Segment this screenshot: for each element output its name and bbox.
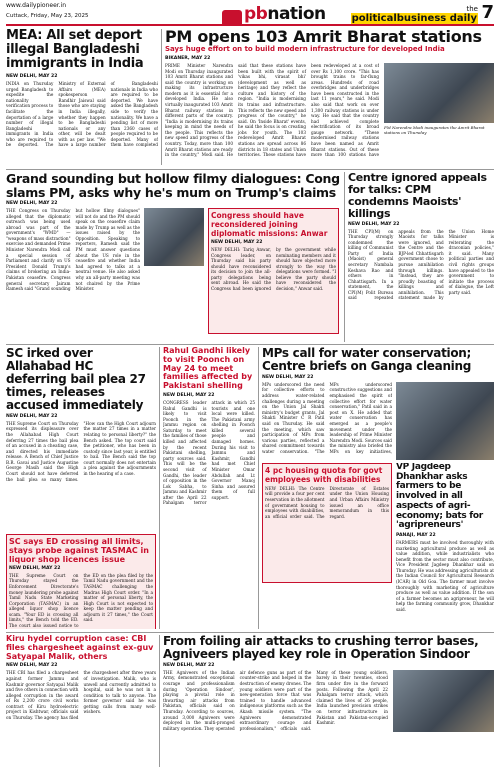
- anwar-box-title: Congress should have reconsidered joining diplomatic missions: Anwar: [211, 211, 328, 238]
- article-sc-body: THE Supreme Court on Thursday expressed its displeasure over the Allahabad High Court deferring 27 times the bail plea of an accused in a cheating case, and directed his immediate release. A Bench of Chief Justice B.R. Gavai and Justice Augustine George Masih said the High Court should not have deferred the bail plea so many times. "How can the High Court adjourn the matter 27 times in a matter relating to personal liberty?" the Bench asked. The top court said the petitioner, who has been in custody since last year, is entitled to bail. The Bench said the top court normally does not entertain a plea against the adjournments in the hearing of a case.: [6, 420, 156, 482]
- brand-name: politicalbusiness daily: [351, 13, 477, 24]
- anwar-box-body: NEW DELHI: Tariq Anwar, Congress leader, on Thursday said his party should have reconsidered its decision to join the all-party delegations being sent abroad. He said the Congress had been ignored by the government while nominating members and it should have objected more strongly to the way the delegations were formed. "I believe the party should have reconsidered the decision," Anwar said.: [211, 247, 336, 292]
- ganga-photo: [396, 382, 494, 460]
- tasmac-box-title: SC says ED crossing all limits, stays probe against TASMAC in liquor shop licences issue: [9, 536, 149, 564]
- article-kiru-byline: NEW DELHI, MAY 22: [6, 663, 58, 669]
- article-rahul-body: CONGRESS leader Rahul Gandhi is likely to visit Poonch in the Jammu region on Saturday to meet the families of those killed and affected by the recent Pakistani shelling, party sources said. This will be the second visit of Gandhi, the leader of opposition in the Lok Sabha, to Jammu and Kashmir after the April 22 Pahalgam terror attack in which 25 tourists and one local were killed. The Pakistani army shelling in Poonch killed several people and damaged homes. During his visit to Jammu and Kashmir, Gandhi had met Chief Minister Omar Abdullah and Lt Governor Manoj Sinha and assured them of full support.: [163, 399, 255, 506]
- article-vp-title: VP Jagdeep Dhankhar asks farmers to be involved in all aspects of agri-economy; bats for 'agripreneurs': [396, 462, 483, 531]
- section-masthead: [222, 2, 326, 24]
- article-kiru-body: THE CBI has filed a chargesheet against former Jammu and Kashmir governor Satyapal Malik and five others in connection with alleged corruption in the award of Rs 2,200 crore civil works contract of Kiru hydroelectric project in Kishtwar, officials said on Thursday. The agency has filed the chargesheet after three years of investigation. Malik, who is unwell and currently admitted to hospital, said he was not in a condition to talk to anyone. The former governor said he was getting calls from many well-wishers.: [6, 670, 156, 721]
- article-cpm-body: THE CPI(M) on Thursday strongly condemned the killing of Communist Party of India (Maoist) general secretary Nambala Keshava Rao and others in Chhattisgarh. In a statement, the CPI(M) Polit Bureau said repeated appeals from the Maoists for talks were ignored, and the Centre and the BJP-led Chhattisgarh government chose to pursue annihilation through killings. "Instead, they are proudly boasting of killings and annihilation. This statement made by the Union Home Minister is reiterating the draconian policies," it said. Many political parties and civil rights groups have appealed to the government to initiate the process of dialogue, the Left party said.: [348, 228, 494, 301]
- article-sc-title: SC irked over Allahabad HC deferring bail plea 27 times, releases accused immediately: [6, 347, 146, 412]
- article-congress-body: THE Congress on Thursday alleged that the diplomatic outreach was being used abroad was part of the government's "WMD" — "weapons of mass distraction" exercise and demanded Prime Minister Narendra Modi call a special session of Parliament and clarify on US President Donald Trump's claims of brokering an India-Pakistan ceasefire. Congress general secretary Jairam Ramesh said "Grand sounding but hollow filmy dialogues" will not do and the PM should speak on the ceasefire claim made by Trump as well as the issues raised by the Opposition. Speaking to reporters, Ramesh said the PM must answer questions about the US role in the ceasefire and whether India had agreed to talks at a neutral venue. He also asked why an all-party meeting was not chaired by the Prime Minister.: [6, 208, 140, 292]
- tasmac-box-byline: NEW DELHI, MAY 22: [9, 565, 61, 571]
- article-cpm: [348, 172, 494, 342]
- article-vp-byline: PANAJI, MAY 22: [396, 532, 436, 538]
- agniveers-photo: [393, 670, 494, 732]
- article-pm: [165, 28, 494, 168]
- article-agniveers: [163, 635, 494, 767]
- article-pm-title: PM opens 103 Amrit Bharat stations: [165, 28, 482, 46]
- header-rule: [6, 24, 494, 26]
- article-vp-body: FARMERS must be involved thoroughly with marketing agricultural produce as well as value addition, while industrialists who benefit from the sector must also contribute, Vice President Jagdeep Dhankhar said on Thursday. He was addressing agriculturists at the Indian Council for Agricultural Research (ICAR) in Old Goa. The farmer must involve thoroughly with marketing of agriculture produce as well as value addition. If the son of a farmer becomes an agripreneur, he will help the farming community grow, Dhankhar said.: [396, 539, 494, 612]
- article-sc-byline: NEW DELHI, MAY 22: [6, 413, 58, 419]
- jairam-photo: [144, 208, 204, 266]
- article-ganga-byline: NEW DELHI, MAY 22: [262, 374, 314, 380]
- masthead-logo-icon: [222, 10, 242, 24]
- masthead-section: nation: [267, 4, 326, 24]
- pm-photo: [384, 63, 494, 123]
- article-mea-body: INDIA on Thursday urged Bangladesh to expedite the nationality verification process to facilitate the deportation of a large number of illegal Bangladeshi immigrants in India who are required to be deported. The Ministry of External Affairs (MEA) spokesperson Randhir Jaiswal said those who are staying in India illegally, whether they happen to be Bangladeshi nationals or any other, will be dealt with as per law. "We have a large number of Bangladeshi nationals in India who are required to be deported. We have asked the Bangladesh side to verify the nationality. We have a pending list of more than 2360 cases of people required to be deported. Many of them have completed: [6, 81, 158, 148]
- article-ganga-body: MPs underscored the need for collective efforts to address water-related challenges during a meeting on the Union Jal Shakti ministry's budget grants, Jal Shakti Minister C R Patil said on Thursday. He said the meeting, which saw participation of MPs from various parties, reflected a shared commitment towards water conservation. "The MPs underscored constructive suggestions and emphasised the spirit of collective effort for water conservation," Patil said in a post on X. He added that water conservation has emerged as a people's movement under the leadership of Prime Minister Narendra Modi. Sources said the ministry also briefed the MPs on key initiatives,: [262, 381, 392, 454]
- article-congress-title: Grand sounding but hollow filmy dialogues: Cong slams PM, asks why he's mum on Trump's claims: [6, 172, 340, 200]
- article-pm-body: PRIME Minister Narendra Modi on Thursday inaugurated 103 Amrit Bharat stations and said the country is working on making its infrastructure modern as it is essential for a developed India. He also virtually inaugurated 103 Amrit Bharat railway stations in different parts of the country. "India is modernising its trains keeping in mind the needs of the people. This reflects the new speed and progress of the country. Today, more than 100 Amrit Bharat stations are ready in the country," Modi said. He said that these stations have been built with the spirit of 'vikas bhi, virasat bhi' (development as well as heritage) and they reflect the culture and history of the region. "India is modernising its trains and infrastructure. This reflects the new speed and progress of the country," he said. On 'Inside Bharat' events, he said the focus is on creating jobs for youth. The 103 redeveloped Amrit Bharat stations are spread across 86 districts in 18 states and Union territories. These stations have been redeveloped at a cost of over Rs 1,100 crore. "This has brought trains to far-flung areas. Hundreds of road overbridges and underbridges have been constructed in the last 11 years," he said. Modi also said that work on over 1,300 railway stations is under way. He said that the country had achieved complete electrification of its broad gauge network. "These modernised railway stations have been named as Amrit Bharat stations. Out of these more than 100 stations have: [165, 62, 379, 158]
- article-mea: [6, 29, 158, 165]
- article-rahul: [163, 347, 255, 629]
- dateline: Cuttack, Friday, May 23, 2025: [6, 13, 89, 19]
- brand-block: [351, 5, 478, 24]
- housing-box-title: 4 pc housing quota for govt employees with disabilities: [265, 465, 383, 484]
- tasmac-box-body: THE Supreme Court on Thursday stayed the Enforcement Directorate's money laundering probe against Tamil Nadu State Marketing Corporation (TASMAC) in an alleged liquor shop licence scam. "Your ED is crossing all limits," the Bench told the ED. The court also issued notice to the ED on the plea filed by the Tamil Nadu government and the TASMAC challenging the Madras High Court order. "In a matter of personal liberty, the High Court is not expected to keep the matter pending and adjourn it 27 times," the Court said.: [9, 572, 153, 628]
- site-url[interactable]: www.dailypioneer.in: [6, 2, 67, 9]
- article-mea-byline: NEW DELHI, MAY 22: [6, 74, 58, 80]
- article-congress-pm: [6, 172, 341, 342]
- article-vp: [396, 463, 494, 629]
- housing-box: [262, 463, 392, 583]
- article-agniveers-body: THE Agniveers of the Indian Army, demonstrated exceptional courage and professionalism during 'Operation Sindoor', playing a pivotal role in thwarting air attacks from Pakistan, officials said on Thursday. According to sources, around 3,000 Agniveers were deployed in the multi-pronged military operation. They operated air defence guns as part of the counter-strike and helped in the destruction of enemy drones. The young soldiers were part of the new-generation force that was trained to handle advanced indigenous platforms such as the Akash missile system. "The Agniveers demonstrated extraordinary courage and professionalism," officials said. Many of these young soldiers, barely in their twenties, stood firm under fire in the forward posts. Following the April 22 Pahalgam terror attack, which claimed the lives of 26 people, India launched precision strikes on terror infrastructure in Pakistan and Pakistan-occupied Kashmir.: [163, 669, 388, 731]
- anwar-box: [208, 208, 339, 334]
- article-ganga-title: MPs call for water conservation; Centre briefs on Ganga cleaning: [262, 347, 472, 373]
- pm-photo-caption: PM Narendra Modi inaugurates the Amrit Bharat stations on Thursday: [384, 124, 485, 135]
- article-cpm-byline: NEW DELHI, MAY 22: [348, 221, 400, 227]
- masthead-prefix: pb: [244, 4, 268, 24]
- article-agniveers-byline: NEW DELHI, MAY 22: [163, 662, 215, 668]
- tasmac-box: [6, 534, 156, 629]
- brand-top: the: [466, 5, 478, 13]
- article-sc: [6, 347, 156, 629]
- article-kiru: [6, 635, 156, 767]
- page-number: 7: [481, 2, 494, 23]
- article-congress-byline: NEW DELHI, MAY 22: [6, 201, 58, 206]
- article-agniveers-title: From foiling air attacks to crushing terror bases, Agniveers played key role in Operation Sindoor: [163, 635, 479, 661]
- page-header: [6, 2, 494, 24]
- article-rahul-title: Rahul Gandhi likely to visit Poonch on May 24 to meet families affected by Pakistani shelling: [163, 347, 253, 391]
- article-cpm-title: Centre ignored appeals for talks: CPM condemns Maoists' killings: [348, 172, 487, 220]
- article-ganga: [262, 347, 494, 629]
- article-pm-byline: BIKANER, MAY 22: [165, 55, 211, 61]
- article-mea-title: MEA: All set deport illegal Bangladeshi immigrants in India: [6, 29, 144, 72]
- article-rahul-byline: NEW DELHI, MAY 22: [163, 392, 215, 398]
- anwar-box-byline: NEW DELHI, MAY 22: [211, 240, 263, 245]
- article-kiru-title: Kiru hydel corruption case: CBI files chargesheet against ex-guv Satyapal Malik, others: [6, 635, 154, 661]
- housing-box-body: NEW DELHI: The Centre will provide a four per cent reservation in the allotment of government housing to employees with disabilities, an official order said. The Directorate of Estates under the Union Housing and Urban Affairs Ministry issued an office memorandum in this regard.: [265, 485, 389, 519]
- article-pm-subtitle: Says huge effort on to build modern infrastructure for developed India: [165, 45, 445, 54]
